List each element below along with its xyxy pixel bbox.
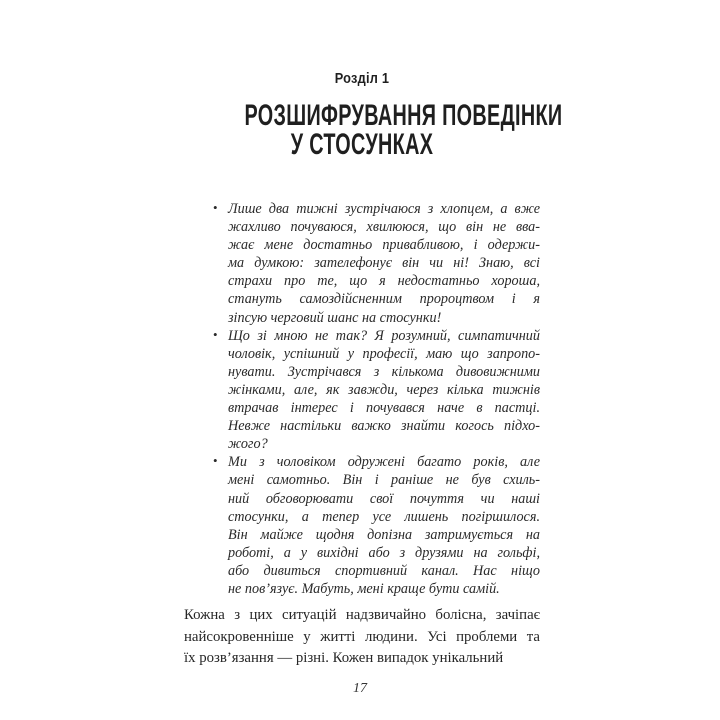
chapter-title-line-1: РОЗШИФРУВАННЯ ПОВЕДІНКИ <box>244 99 563 132</box>
quote-item-3 <box>184 453 540 598</box>
chapter-label: Розділ 1 <box>334 70 390 87</box>
page-number: 17 <box>353 681 367 696</box>
bullet-icon: • <box>213 326 218 342</box>
quote-list <box>184 200 540 598</box>
quote-text-1: Лише два тижні зустрічаюся з хлопцем, а вже жахливо почуваюся, хвилююся, що він не вва- жає мене достатньо привабливою, і одержи- ма думкою: зателефонує він чи ні! Знаю, всі страхи про те, що я недостатньо хороша, стануть самоздійсненним пророцтвом і я зіпсую черговий шанс на стосунки! <box>228 201 540 326</box>
text-column <box>184 70 563 670</box>
quote-text-2: Що зі мною не так? Я розумний, симпатичний чоловік, успішний у професії, маю що запропо- нувати. Зустрічався з кількома дивовижними жінками, але, як завжди, через кілька тижнів втрачав інтерес і почувався наче в пастці. Невже настільки важко знайти когось підхо- жого? <box>228 327 540 453</box>
chapter-title-line-2: У СТОСУНКАХ <box>290 128 434 161</box>
chapter-title <box>184 99 563 161</box>
closing-paragraph: Кожна з цих ситуацій надзвичайно болісна, зачіпає найсокровенніше у житті людини. Усі проблеми та їх розв’язання — різні. Кожен випадок унікальний <box>184 607 540 667</box>
quote-text-3: Ми з чоловіком одружені багато років, але мені самотньо. Він і раніше не був схиль- ний обговорювати свої почуття чи наші стосунки, а тепер усе лишень погіршилося. Він майже щодня допізна затримується на роботі, а у вихідні або з друзями на гольфі, або дивиться спортивний канал. Нас ніщо не пов’язує. Мабуть, мені краще бути самій. <box>228 454 540 597</box>
quote-item-1 <box>184 200 540 327</box>
bullet-icon: • <box>213 453 218 469</box>
bullet-icon: • <box>213 200 218 215</box>
quote-item-2 <box>184 327 540 454</box>
